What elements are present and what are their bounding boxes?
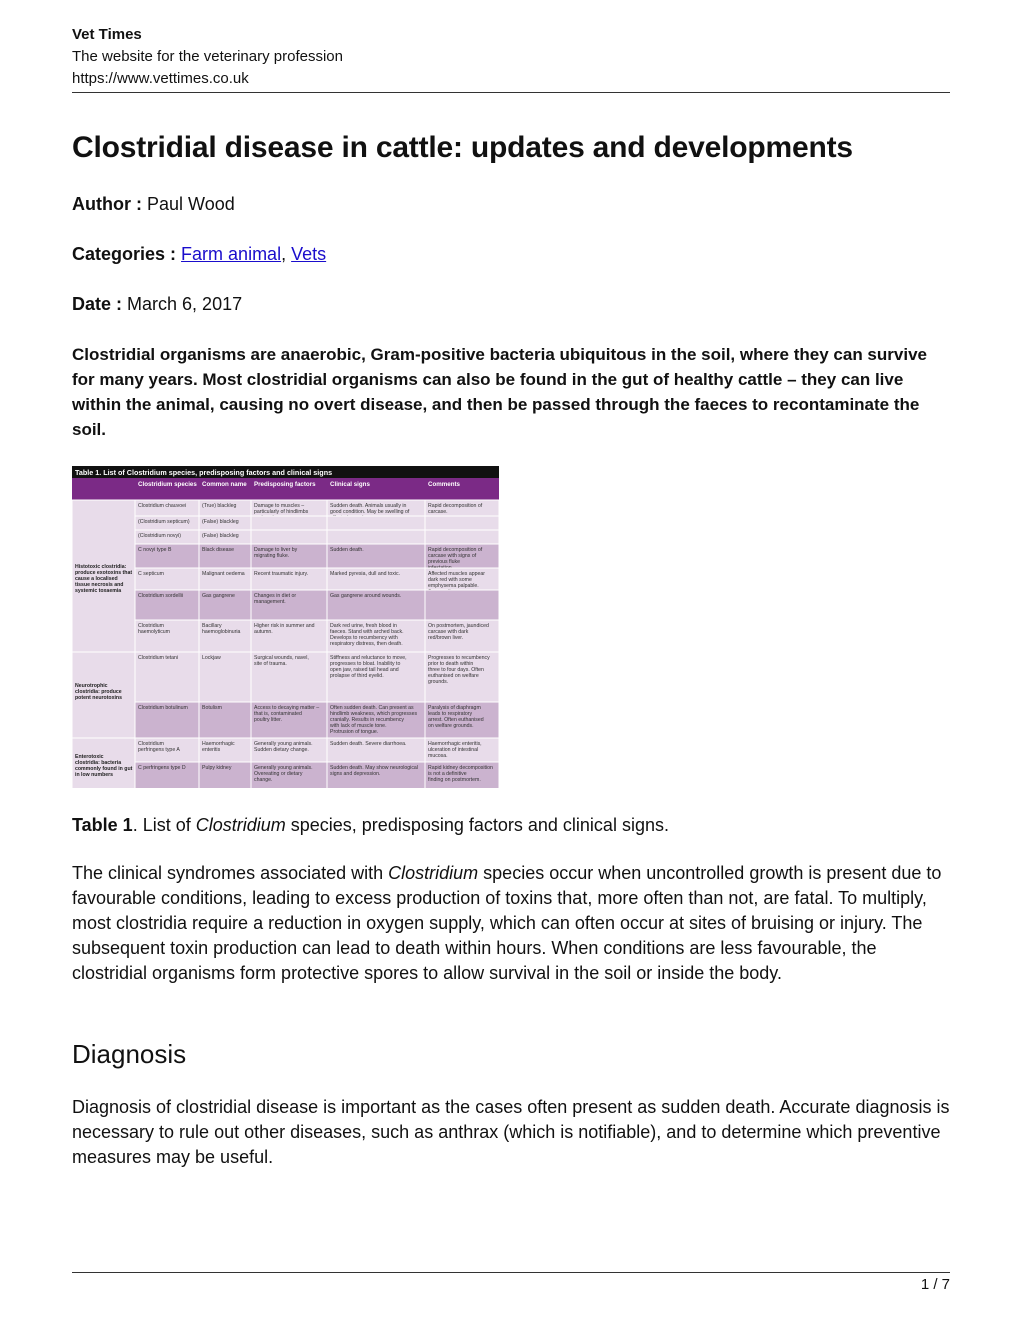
table-title-text: Table 1. List of Clostridium species, predisposing factors and clinical signs [75, 468, 333, 477]
table-cell [251, 530, 327, 544]
site-name: Vet Times [72, 26, 142, 43]
table-group-label: Neurotrophic clostridia: produce potent neurotoxins [75, 683, 122, 701]
table-cell-text: Progresses to recumbency prior to death within three to four days. Often euthanised on welfare grounds. [428, 655, 490, 685]
author-name: Paul Wood [147, 194, 235, 214]
table-header-cell: Clostridium species [138, 481, 197, 488]
table-cell-text: Stiffness and reluctance to move, progresses to bloat. Inability to open jaw, raised tail head and prolapse of third eyelid. [330, 655, 407, 679]
table-cell-text: Access to decaying matter – that is, contaminated poultry litter. [254, 705, 320, 723]
table-cell-text: Affected muscles appear dark red with some emphysema palpable. [428, 571, 485, 589]
table-cell-text: (Clostridium septicum) [138, 519, 190, 525]
category-link-farm-animal[interactable]: Farm animal [181, 244, 282, 264]
table-cell-text: Clostridium tetani [138, 655, 179, 661]
table-cell-text: Surgical wounds, navel, site of trauma. [254, 655, 309, 667]
author-line [72, 193, 235, 215]
category-separator: , [281, 244, 287, 264]
table-caption [72, 814, 669, 836]
table-cell-text: Clostridium haemolyticum [138, 623, 171, 635]
table-cell-text: Sudden death. Severe diarrhoea. [330, 741, 407, 747]
date-label: Date : [72, 294, 123, 314]
caption-text-2: species, predisposing factors and clinical signs. [285, 815, 669, 835]
section-heading-diagnosis: Diagnosis [72, 1039, 187, 1069]
table-header-cell: Predisposing factors [254, 481, 316, 488]
author-label: Author : [72, 194, 142, 214]
table-cell-text: Rapid decomposition of carcase. [428, 503, 483, 515]
table-cell-text: Recent traumatic injury. [254, 571, 309, 577]
categories-label: Categories : [72, 244, 177, 264]
table-cell-text: Generally young animals. Overeating or dietary change. [254, 765, 313, 783]
table-cell-text: Often sudden death. Can present as hindlimb weakness, which progresses cranially. Results in recumbency with lack of muscle tone. Protrusion of tongue. [330, 705, 418, 735]
page-number: 1 / 7 [920, 1276, 950, 1293]
table-cell-text: (False) blackleg [202, 533, 239, 539]
table-group-label: Histotoxic clostridia: produce exotoxins that cause a localised tissue necrosis and systemic toxaemia [75, 564, 133, 594]
table-cell-text: Higher risk in summer and autumn. [254, 623, 315, 635]
table-cell-text: Malignant oedema [202, 571, 245, 577]
table-cell-text: C novyi type B [138, 547, 172, 553]
table-cell-text: (Clostridium novyi) [138, 533, 181, 539]
table-cell-text: On postmortem, jaundiced carcase with dark red/brown liver. [428, 623, 489, 641]
article-title: Clostridial disease in cattle: updates and developments [72, 131, 853, 164]
table-header-cell: Comments [428, 481, 460, 488]
table-group-label: Enterotoxic clostridia: bacteria commonly found in gut in low numbers [75, 754, 133, 778]
body-paragraph-1 [72, 861, 950, 986]
table-cell-text: Damage to muscles – particularly of hindlimbs [254, 503, 309, 515]
site-tagline: The website for the veterinary profession [72, 48, 343, 65]
table-cell-text: Rapid decomposition of carcase with signs of previous fluke [428, 547, 483, 565]
table-header-cell: Clinical signs [330, 481, 370, 488]
table-cell-text: Changes in diet or management. [254, 593, 297, 605]
table-cell-text: Bacillary haemoglobinuria [202, 623, 241, 635]
table-cell [425, 516, 499, 530]
table-cell-text: Clostridium sordellii [138, 593, 183, 599]
date-line [72, 293, 242, 315]
table-cell-text: Pulpy kidney [202, 765, 232, 771]
table-cell-text: (False) blackleg [202, 519, 239, 525]
table-cell-text: Haemorrhagic enteritis [202, 741, 235, 753]
table-cell-text: Paralysis of diaphragm leads to respiratory arrest. Often euthanised on welfare grounds. [428, 705, 484, 729]
date-value: March 6, 2017 [127, 294, 243, 314]
table-cell [327, 516, 425, 530]
table-cell-text: Dark red urine, fresh blood in faeces. Stand with arched back. Develops to recumbency with respiratory distress, then death. [330, 623, 404, 647]
table-cell-text: Haemorrhagic enteritis, ulceration of intestinal mucosa. [428, 741, 482, 759]
para1-genus: Clostridium [388, 863, 479, 883]
table-cell-text: Black disease [202, 547, 235, 553]
footer-divider [72, 1272, 950, 1273]
table-cell-text: Lockjaw [202, 655, 221, 661]
table-cell-text: Marked pyresia, dull and toxic. [330, 571, 401, 577]
table-cell-text: Clostridium botulinum [138, 705, 188, 711]
table-cell [327, 530, 425, 544]
table-cell-text: Gas gangrene around wounds. [330, 593, 402, 599]
table-cell-text: Botulism [202, 705, 222, 711]
categories-line [72, 243, 326, 265]
table-cell-text: Clostridium chauvoei [138, 503, 187, 509]
lead-paragraph: Clostridial organisms are anaerobic, Gram-positive bacteria ubiquitous in the soil, where they can survive for many years. Most clostridial organisms can also be found in the gut of healthy cattle – they can live within the animal, causing no overt disease, and then be passed through the faeces to recontaminate the soil. [72, 345, 927, 439]
table-cell [425, 530, 499, 544]
body-paragraph-2: Diagnosis of clostridial disease is important as the cases often present as sudden death. Accurate diagnosis is necessary to rule out other diseases, such as anthrax (which is notifiable), and to determine which preventive measures may be useful. [72, 1097, 950, 1167]
table-graphic [72, 466, 499, 788]
table-cell-text: Gas gangrene [202, 593, 235, 599]
para1-text-2: species occur when uncontrolled growth is present due to favourable conditions, leading to excess production of toxins that, more often than not, are fatal. To multiply, most clostridia require a reduction in oxygen supply, which can often occur at sites of bruising or injury. The subsequent toxin production can lead to death within hours. When conditions are less favourable, the clostridial organisms form protective spores to allow survival in the soil or inside the body. [72, 863, 942, 983]
table-header-cell: Common name [202, 481, 247, 488]
caption-genus: Clostridium [195, 815, 286, 835]
site-url: https://www.vettimes.co.uk [72, 70, 249, 87]
caption-label: Table 1 [72, 815, 133, 835]
table-cell-text: Damage to liver by migrating fluke. [254, 547, 298, 559]
table-cell-text: (True) blackleg [202, 503, 237, 509]
table-cell-text: Rapid kidney decomposition is not a definitive finding on postmortem. [428, 765, 493, 783]
category-link-vets[interactable]: Vets [291, 244, 327, 264]
header-divider [72, 92, 950, 93]
table-image [72, 466, 499, 788]
table-cell-text: C perfringens type D [138, 765, 186, 771]
table-cell-text: Generally young animals. Sudden dietary change. [254, 741, 313, 753]
table-cell [251, 516, 327, 530]
table-cell-text: Sudden death. [330, 547, 364, 553]
table-cell-text: C septicum [138, 571, 164, 577]
para1-text-1: The clinical syndromes associated with [72, 863, 389, 883]
table-cell-text: Sudden death. May show neurological signs and depression. [330, 765, 418, 777]
caption-text-1: . List of [132, 815, 196, 835]
table-cell [425, 590, 499, 620]
table-cell-text: Clostridium perfringens type A [138, 741, 180, 753]
table-cell-text: Sudden death. Animals usually in good condition. May be swelling of [330, 503, 410, 515]
